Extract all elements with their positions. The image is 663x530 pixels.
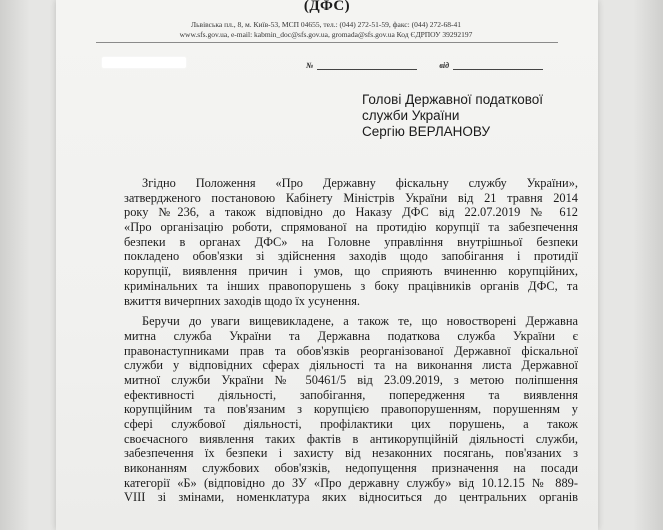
photo-shading bbox=[56, 510, 598, 530]
letterhead-contacts: www.sfs.gov.ua, e-mail: kabmin_doc@sfs.gov.ua, gromada@sfs.gov.ua Код ЄДРПОУ 39292197 bbox=[179, 30, 473, 39]
body-line: митної служби України № 50461/5 від 23.09.2019, з метою поліпшення bbox=[124, 372, 578, 387]
body-line: правонаступниками прав та обов'язків реорганізованої Державної фіскальної bbox=[124, 343, 578, 358]
body-line: виконанням службових обов'язків, недопущення призначення на посади bbox=[124, 461, 578, 476]
body-line: корупційним та пов'язаним з корупцією правопорушенням, порушенням у bbox=[124, 402, 578, 417]
redacted-area bbox=[102, 57, 186, 68]
body-line: покладено обов'язки зі здійснення заходів щодо запобігання і протидії bbox=[124, 249, 578, 264]
body-line: забезпечення їх безпеки і захисту від незаконних посягань, пов'язаних з bbox=[124, 446, 578, 461]
body-line: Згідно Положення «Про Державну фіскальну службу України», bbox=[142, 176, 578, 190]
body-line: корупції, виявлення причин і умов, що сприяють вчиненню корупційних, bbox=[124, 264, 578, 279]
registration-date-label: від bbox=[439, 61, 450, 70]
letterhead-address: Львівська пл., 8, м. Київ-53, МСП 04655, тел.: (044) 272-51-59, факс: (044) 272-68-41 bbox=[191, 20, 461, 29]
body-line: вжиття вичерпних заходів щодо їх усунення. bbox=[124, 293, 361, 308]
addressee-block bbox=[362, 92, 543, 140]
registration-line bbox=[306, 61, 543, 70]
registration-number-label: № bbox=[306, 61, 314, 70]
body-line: Беручи до уваги вищевикладене, а також те, що новостворені Державна bbox=[142, 314, 578, 329]
addressee-line: служби України bbox=[362, 108, 460, 123]
letter-body bbox=[124, 176, 578, 505]
addressee-line: Сергію ВЕРЛАНОВУ bbox=[362, 124, 491, 139]
body-line: «Про організацію роботи, спрямованої на протидію корупції та забезпечення bbox=[124, 220, 578, 235]
body-line: VIII зі змінами, номенклатура яких відноситься до центральних органів bbox=[124, 490, 578, 505]
org-abbreviation: (ДФС) bbox=[303, 0, 351, 14]
body-line: митна служба України та Державна податкова служба України є bbox=[124, 328, 578, 343]
body-line: ефективності діяльності, запобігання, попередження та виявлення bbox=[124, 387, 578, 402]
body-line: категорії «Б» (відповідно до ЗУ «Про державну службу» від 10.12.15 № 889- bbox=[124, 475, 578, 490]
letterhead-divider bbox=[96, 42, 558, 43]
letter-page bbox=[56, 0, 598, 530]
body-line: року №236, а також відповідно до Наказу ДФС від 22.07.2019 № 612 bbox=[124, 205, 578, 220]
body-line: служби у відповідних сферах діяльності та на виконання листа Державної bbox=[124, 358, 578, 373]
registration-date-blank bbox=[453, 69, 543, 70]
addressee-line: Голові Державної податкової bbox=[362, 92, 544, 107]
body-line: своєчасного виявлення таких фактів в антикорупційній діяльності служби, bbox=[124, 431, 578, 446]
body-line: кримінальних та інших правопорушень з боку працівників органів ДФС, та bbox=[124, 278, 578, 293]
body-line: безпеки в органах ДФС» на Головне управління внутрішньої безпеки bbox=[124, 234, 578, 249]
body-line: сфері службової діяльності, профілактики цих порушень, а також bbox=[124, 417, 578, 431]
registration-number-blank bbox=[317, 69, 417, 70]
body-line: затвердженого постановою Кабінету Міністрів України від 21 травня 2014 bbox=[124, 190, 578, 205]
